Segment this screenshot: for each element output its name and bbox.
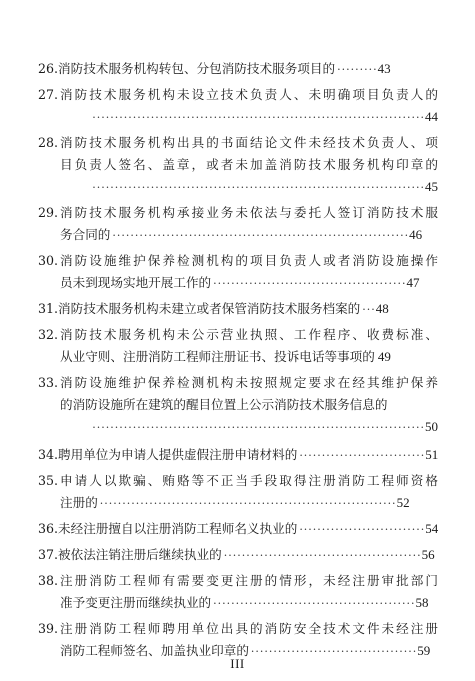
toc-page-number: 43 (377, 61, 391, 76)
toc-entry-33 (38, 372, 438, 438)
toc-page-number: 44 (425, 109, 438, 124)
toc-entry-title: 32.消防技术服务机构未公示营业执照、工作程序、收费标准、 (38, 327, 438, 342)
toc-entry-title: 28.消防技术服务机构出具的书面结论文件未经技术负责人、项 (38, 135, 438, 150)
table-of-contents (38, 58, 438, 666)
toc-leader: ··········································· (213, 277, 407, 290)
toc-entry-29 (38, 202, 438, 246)
toc-leader: ····································· (250, 645, 418, 658)
toc-entry-title: 34.聘用单位为申请人提供虚假注册申请材料的 (38, 447, 298, 462)
toc-entry-36 (38, 518, 438, 540)
toc-entry-32 (38, 324, 438, 368)
toc-entry-title-cont: 准予变更注册而继续执业的 (60, 595, 212, 610)
toc-page-number: 45 (425, 179, 438, 194)
page-footer-number: III (230, 656, 245, 671)
toc-entry-title-cont: 目负责人签名、盖章，或者未加盖消防技术服务机构印章的 (60, 157, 438, 172)
toc-entry-26 (38, 58, 438, 80)
toc-leader: ···························· (299, 523, 426, 536)
toc-entry-title: 29.消防技术服务机构承接业务未依法与委托人签订消防技术服 (38, 205, 438, 220)
toc-leader: ············································ (223, 549, 422, 562)
toc-entry-30 (38, 250, 438, 294)
toc-entry-34 (38, 444, 438, 466)
toc-entry-31 (38, 298, 438, 320)
toc-page-number: 48 (375, 301, 389, 316)
toc-entry-title-cont: 注册的 (60, 495, 98, 510)
toc-page-number: 49 (377, 349, 391, 364)
toc-leader: ···························· (299, 449, 426, 462)
toc-entry-title-cont: 务合同的 (60, 227, 111, 242)
toc-leader: ··· (362, 303, 376, 316)
toc-page-number: 56 (421, 547, 435, 562)
toc-entry-title: 27.消防技术服务机构未设立技术负责人、未明确项目负责人的 (38, 87, 438, 102)
toc-page-number: 54 (425, 521, 438, 536)
toc-entry-title: 36.未经注册擅自以注册消防工程师名义执业的 (38, 521, 298, 536)
toc-entry-title: 39.注册消防工程师聘用单位出具的消防安全技术文件未经注册 (38, 621, 438, 636)
toc-page-number: 52 (396, 495, 410, 510)
toc-leader: ·································································· (112, 229, 410, 242)
toc-leader: ·········································································· (92, 181, 425, 194)
toc-entry-title: 35.申请人以欺骗、贿赂等不正当手段取得注册消防工程师资格 (38, 473, 438, 488)
toc-leader: ·································································· (99, 497, 397, 510)
toc-entry-title: 33.消防设施维护保养检测机构未按照规定要求在经其维护保养 (38, 375, 438, 390)
toc-entry-title-cont: 从业守则、注册消防工程师注册证书、投诉电话等事项的 (60, 349, 375, 364)
toc-leader: ·········································································· (92, 111, 425, 124)
toc-entry-28 (38, 132, 438, 198)
toc-leader: ·········································································· (92, 421, 425, 434)
toc-leader: ········· (337, 63, 378, 76)
toc-page-number: 58 (415, 595, 429, 610)
toc-entry-38 (38, 570, 438, 614)
toc-entry-title: 38.注册消防工程师有需要变更注册的情形，未经注册审批部门 (38, 573, 438, 588)
toc-page-number: 51 (425, 447, 438, 462)
toc-entry-title: 30.消防设施维护保养检测机构的项目负责人或者消防设施操作 (38, 253, 438, 268)
toc-page-number: 46 (409, 227, 423, 242)
toc-entry-title-cont: 消防工程师签名、加盖执业印章的 (60, 643, 249, 658)
toc-page-number: 50 (425, 419, 438, 434)
toc-entry-title: 31.消防技术服务机构未建立或者保管消防技术服务档案的 (38, 301, 361, 316)
toc-page-number: 47 (406, 275, 420, 290)
toc-entry-27 (38, 84, 438, 128)
toc-leader: ············································· (213, 597, 416, 610)
toc-entry-35 (38, 470, 438, 514)
toc-entry-title-cont: 员未到现场实地开展工作的 (60, 275, 212, 290)
toc-page-number: 59 (417, 643, 431, 658)
toc-entry-title: 37.被依法注销注册后继续执业的 (38, 547, 222, 562)
toc-entry-title-cont: 的消防设施所在建筑的醒目位置上公示消防技术服务信息的 (60, 397, 388, 412)
toc-entry-37 (38, 544, 438, 566)
toc-entry-title: 26.消防技术服务机构转包、分包消防技术服务项目的 (38, 61, 336, 76)
